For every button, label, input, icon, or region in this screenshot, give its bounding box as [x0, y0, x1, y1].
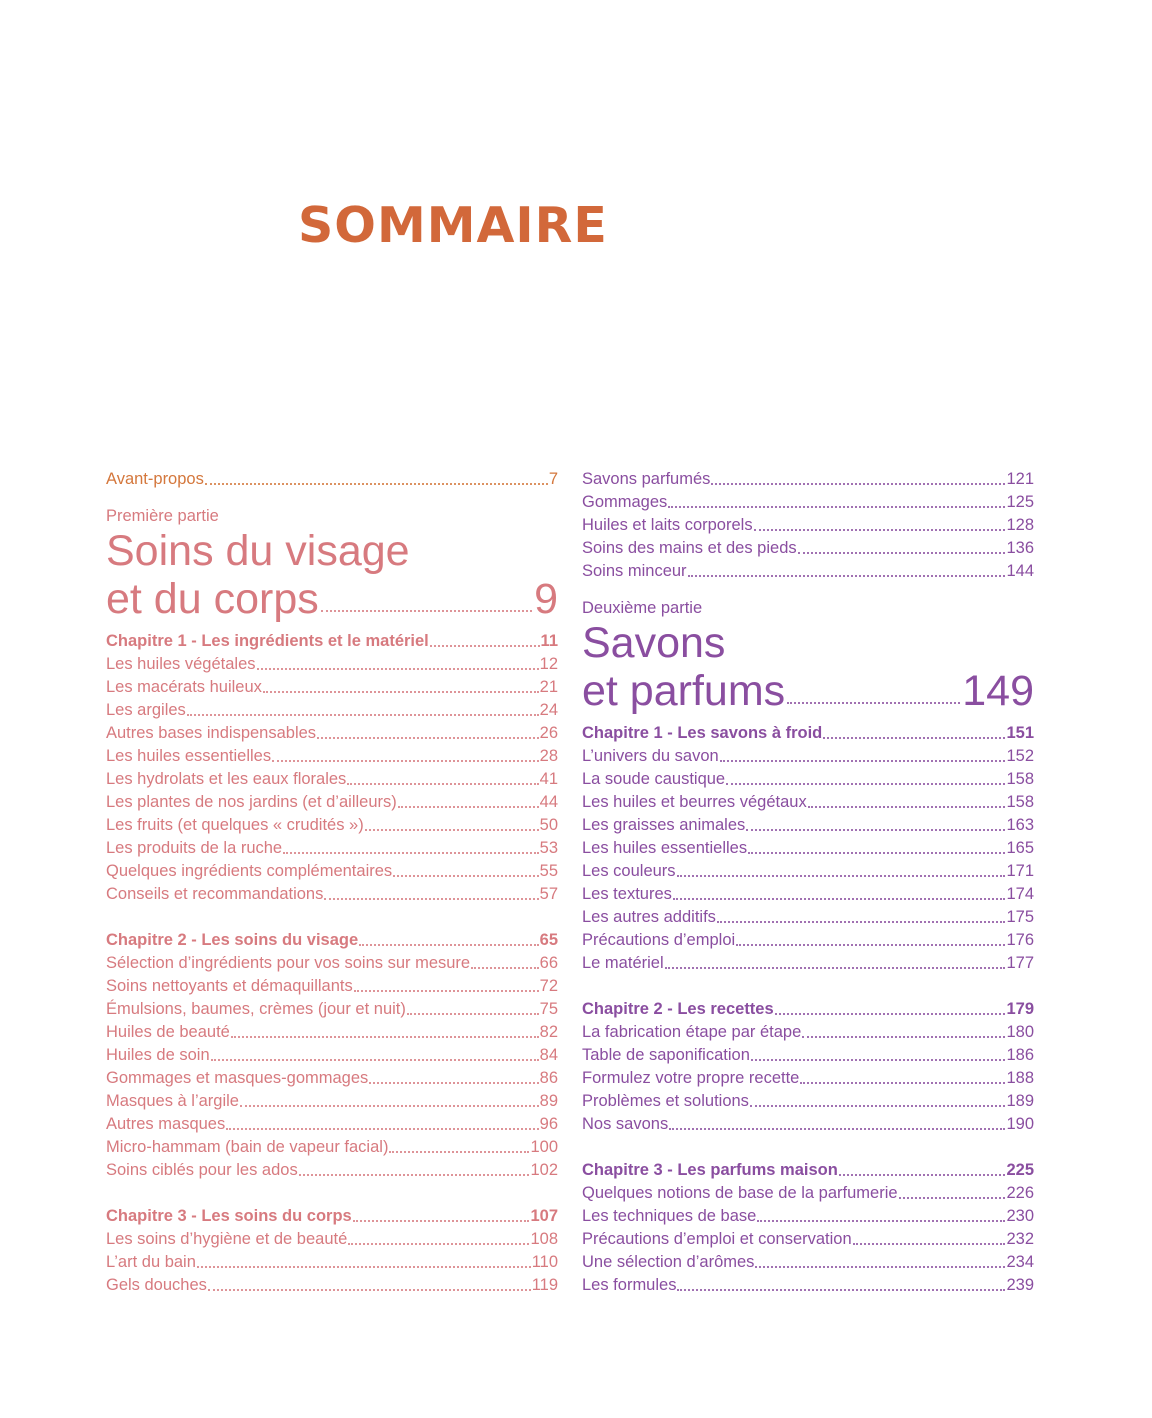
chapter-heading[interactable]: [106, 1205, 558, 1228]
entry-label: Chapitre 2 - Les soins du visage: [106, 931, 359, 949]
toc-entry[interactable]: [106, 1067, 558, 1090]
entry-label: Les huiles essentielles: [582, 839, 748, 857]
entry-label: L’univers du savon: [582, 747, 719, 765]
entry-label: Chapitre 3 - Les parfums maison: [582, 1161, 838, 1179]
leader-dots: [389, 1141, 529, 1153]
entry-label: Table de saponification: [582, 1046, 750, 1064]
leader-dots: [324, 888, 538, 900]
toc-entry[interactable]: [106, 952, 558, 975]
entry-label: Les hydrolats et les eaux florales: [106, 770, 347, 788]
entry-label: Les argiles: [106, 701, 186, 719]
entry-label: Les soins d’hygiène et de beauté: [106, 1230, 348, 1248]
entry-page: 175: [1006, 908, 1034, 926]
entry-label: Les plantes de nos jardins (et d’ailleurs): [106, 793, 397, 811]
entry-page: 82: [539, 1023, 558, 1041]
entry-label: Chapitre 3 - Les soins du corps: [106, 1207, 352, 1225]
chapter-gap: [582, 975, 1034, 998]
toc-entry[interactable]: [106, 1251, 558, 1274]
part-title[interactable]: [582, 620, 1034, 714]
entry-page: 107: [530, 1207, 558, 1225]
leader-dots: [365, 819, 539, 831]
toc-entry[interactable]: [582, 768, 1034, 791]
toc-entry[interactable]: [106, 975, 558, 998]
entry-page: 125: [1006, 493, 1034, 511]
entry-page: 28: [539, 747, 558, 765]
entry-label: Chapitre 2 - Les recettes: [582, 1000, 774, 1018]
toc-entry[interactable]: [582, 929, 1034, 952]
entry-label: La fabrication étape par étape: [582, 1023, 802, 1041]
entry-label: Quelques notions de base de la parfumerie: [582, 1184, 898, 1202]
leader-dots: [726, 773, 1005, 785]
entry-label: Chapitre 1 - Les ingrédients et le matériel: [106, 632, 429, 650]
leader-dots: [750, 1095, 1006, 1107]
leader-dots: [688, 565, 1006, 577]
entry-label: L’art du bain: [106, 1253, 196, 1271]
leader-dots: [299, 1164, 530, 1176]
entry-page: 41: [539, 770, 558, 788]
entry-label: Conseils et recommandations: [106, 885, 324, 903]
toc-column-right: [582, 468, 1034, 1297]
toc-entry[interactable]: [106, 1274, 558, 1297]
toc-entry[interactable]: [582, 1205, 1034, 1228]
chapter-list: [582, 722, 1034, 1297]
entry-label: Précautions d’emploi et conservation: [582, 1230, 852, 1248]
part-label: Deuxième partie: [582, 599, 703, 617]
entry-page: 144: [1006, 562, 1034, 580]
toc-entry[interactable]: [106, 768, 558, 791]
leader-dots: [205, 473, 548, 485]
leader-dots: [755, 1256, 1005, 1268]
toc-entry[interactable]: [582, 952, 1034, 975]
entry-label: Gommages: [582, 493, 668, 511]
entry-page: 96: [539, 1115, 558, 1133]
leader-dots: [677, 1279, 1005, 1291]
toc-entry[interactable]: [106, 1113, 558, 1136]
entry-page: 239: [1006, 1276, 1034, 1294]
leader-dots: [369, 1072, 538, 1084]
leader-dots: [283, 842, 539, 854]
leader-dots: [717, 911, 1006, 923]
leader-dots: [757, 1210, 1005, 1222]
toc-entry[interactable]: [582, 837, 1034, 860]
toc-entry[interactable]: [106, 883, 558, 906]
entry-page: 180: [1006, 1023, 1034, 1041]
leader-dots: [808, 796, 1006, 808]
entry-label: Soins ciblés pour les ados: [106, 1161, 298, 1179]
chapter-heading[interactable]: [582, 998, 1034, 1021]
entry-page: 89: [539, 1092, 558, 1110]
entry-label: Autres masques: [106, 1115, 226, 1133]
entry-label: Nos savons: [582, 1115, 669, 1133]
toc-entry[interactable]: [582, 1113, 1034, 1136]
entry-page: 100: [530, 1138, 558, 1156]
entry-page: 136: [1006, 539, 1034, 557]
entry-page: 12: [539, 655, 558, 673]
chapter-gap: [106, 906, 558, 929]
toc-entry[interactable]: [582, 1090, 1034, 1113]
entry-label: Micro-hammam (bain de vapeur facial): [106, 1138, 389, 1156]
entry-label: Les couleurs: [582, 862, 676, 880]
leader-dots: [787, 692, 960, 704]
toc-entry[interactable]: [582, 491, 1034, 514]
chapter-heading[interactable]: [106, 630, 558, 653]
entry-label: Gommages et masques-gommages: [106, 1069, 369, 1087]
page-title: SOMMAIRE: [298, 197, 608, 254]
toc-entry-avant-propos[interactable]: [106, 468, 558, 491]
entry-page: 75: [539, 1000, 558, 1018]
entry-label: Le matériel: [582, 954, 664, 972]
leader-dots: [775, 1003, 1006, 1015]
chapter-gap: [106, 1182, 558, 1205]
entry-label: Les autres additifs: [582, 908, 716, 926]
leader-dots: [471, 957, 539, 969]
entry-page: 55: [539, 862, 558, 880]
toc-entry[interactable]: [582, 468, 1034, 491]
leader-dots: [430, 635, 540, 647]
toc-entry[interactable]: [106, 998, 558, 1021]
entry-label: Huiles de beauté: [106, 1023, 230, 1041]
entry-page: 24: [539, 701, 558, 719]
entry-page: 121: [1006, 470, 1034, 488]
leader-dots: [407, 1003, 539, 1015]
toc-entry[interactable]: [582, 537, 1034, 560]
entry-page: 44: [539, 793, 558, 811]
entry-page: 226: [1006, 1184, 1034, 1202]
entry-label: Les huiles végétales: [106, 655, 256, 673]
leader-dots: [317, 727, 539, 739]
entry-label: Émulsions, baumes, crèmes (jour et nuit): [106, 1000, 406, 1018]
leader-dots: [226, 1118, 538, 1130]
leader-dots: [754, 519, 1006, 531]
toc-entry[interactable]: [106, 1044, 558, 1067]
leader-dots: [800, 1072, 1005, 1084]
chapter-gap: [582, 1136, 1034, 1159]
toc-entry[interactable]: [582, 1044, 1034, 1067]
entry-page: 190: [1006, 1115, 1034, 1133]
leader-dots: [668, 496, 1005, 508]
entry-page: 66: [539, 954, 558, 972]
entry-page: 225: [1006, 1161, 1034, 1179]
toc-entry[interactable]: [106, 1090, 558, 1113]
entry-page: 152: [1006, 747, 1034, 765]
toc-entry[interactable]: [106, 1136, 558, 1159]
entry-page: 110: [531, 1253, 558, 1271]
entry-label: Soins nettoyants et démaquillants: [106, 977, 353, 995]
toc-entry[interactable]: [106, 791, 558, 814]
entry-label: Les textures: [582, 885, 672, 903]
toc-entry[interactable]: [106, 722, 558, 745]
toc-entry[interactable]: [582, 1021, 1034, 1044]
entry-label: Huiles et laits corporels: [582, 516, 753, 534]
leader-dots: [746, 819, 1005, 831]
leader-dots: [398, 796, 539, 808]
entry-label: La soude caustique: [582, 770, 726, 788]
leader-dots: [353, 1210, 530, 1222]
toc-entry[interactable]: [582, 906, 1034, 929]
entry-label: Formulez votre propre recette: [582, 1069, 800, 1087]
entry-page: 57: [539, 885, 558, 903]
entry-page: 50: [539, 816, 558, 834]
entry-page: 177: [1006, 954, 1034, 972]
entry-page: 232: [1006, 1230, 1034, 1248]
chapter-heading[interactable]: [582, 722, 1034, 745]
entry-page: 189: [1006, 1092, 1034, 1110]
part-title-line1: Soins du visage: [106, 527, 410, 575]
leader-dots: [272, 750, 539, 762]
entry-page: 128: [1006, 516, 1034, 534]
leader-dots: [321, 600, 532, 612]
entry-page: 53: [539, 839, 558, 857]
entry-label: Sélection d’ingrédients pour vos soins sur mesure: [106, 954, 471, 972]
part-title-line1: Savons: [582, 619, 726, 667]
entry-page: 119: [531, 1276, 558, 1294]
chapter-heading[interactable]: [582, 1159, 1034, 1182]
part-title-line2: et du corps: [106, 575, 319, 623]
toc-entry[interactable]: [106, 1021, 558, 1044]
entry-label: Quelques ingrédients complémentaires: [106, 862, 393, 880]
leader-dots: [823, 727, 1005, 739]
part-title-line2: et parfums: [582, 667, 786, 715]
entry-page: 21: [539, 678, 558, 696]
leader-dots: [187, 704, 539, 716]
leader-dots: [751, 1049, 1006, 1061]
entry-label: Les macérats huileux: [106, 678, 262, 696]
toc-entry[interactable]: [582, 1251, 1034, 1274]
leader-dots: [211, 1049, 539, 1061]
leader-dots: [677, 865, 1006, 877]
toc-entry[interactable]: [582, 791, 1034, 814]
toc-entry[interactable]: [582, 883, 1034, 906]
entry-page: 188: [1006, 1069, 1034, 1087]
toc-entry[interactable]: [582, 860, 1034, 883]
part-page: 9: [534, 575, 558, 623]
leader-dots: [748, 842, 1005, 854]
entry-page: 26: [539, 724, 558, 742]
entry-page: 72: [539, 977, 558, 995]
entry-page: 108: [530, 1230, 558, 1248]
entry-label: Masques à l’argile: [106, 1092, 239, 1110]
leader-dots: [208, 1279, 531, 1291]
leader-dots: [711, 473, 1005, 485]
entry-label: Précautions d’emploi: [582, 931, 736, 949]
entry-label: Les fruits (et quelques « crudités »): [106, 816, 364, 834]
entry-label: Soins des mains et des pieds: [582, 539, 797, 557]
leader-dots: [263, 681, 539, 693]
entry-page: 174: [1006, 885, 1034, 903]
entry-page: 7: [548, 470, 558, 488]
leader-dots: [802, 1026, 1005, 1038]
leader-dots: [354, 980, 539, 992]
toc-entry[interactable]: [582, 1228, 1034, 1251]
leader-dots: [359, 934, 538, 946]
entry-label: Avant-propos: [106, 470, 204, 488]
chapter-list: [106, 630, 558, 1297]
leader-dots: [257, 658, 539, 670]
entry-page: 102: [530, 1161, 558, 1179]
leader-dots: [736, 934, 1005, 946]
toc-entry[interactable]: [106, 860, 558, 883]
entry-label: Soins minceur: [582, 562, 687, 580]
leader-dots: [899, 1187, 1006, 1199]
part-label: Première partie: [106, 507, 219, 525]
entry-label: Problèmes et solutions: [582, 1092, 749, 1110]
toc-entry[interactable]: [582, 1067, 1034, 1090]
entry-label: Les formules: [582, 1276, 677, 1294]
leader-dots: [669, 1118, 1005, 1130]
leader-dots: [231, 1026, 539, 1038]
leader-dots: [853, 1233, 1006, 1245]
entry-page: 171: [1006, 862, 1034, 880]
toc-entry[interactable]: [582, 745, 1034, 768]
leader-dots: [665, 957, 1006, 969]
entry-page: 158: [1006, 793, 1034, 811]
toc-entry[interactable]: [106, 1228, 558, 1251]
toc-entry[interactable]: [582, 1274, 1034, 1297]
entry-page: 158: [1006, 770, 1034, 788]
entry-label: Les huiles et beurres végétaux: [582, 793, 807, 811]
entry-label: Gels douches: [106, 1276, 207, 1294]
toc-entry[interactable]: [106, 699, 558, 722]
toc-entry[interactable]: [582, 560, 1034, 583]
chapter-heading[interactable]: [106, 929, 558, 952]
entry-page: 151: [1006, 724, 1034, 742]
leader-dots: [197, 1256, 531, 1268]
toc-entry[interactable]: [106, 745, 558, 768]
toc-entry[interactable]: [582, 814, 1034, 837]
leader-dots: [347, 773, 538, 785]
toc-entry[interactable]: [582, 1182, 1034, 1205]
toc-entry[interactable]: [106, 837, 558, 860]
entry-label: Huiles de soin: [106, 1046, 210, 1064]
continued-entries: [582, 468, 1034, 583]
entry-label: Autres bases indispensables: [106, 724, 317, 742]
toc-entry[interactable]: [106, 814, 558, 837]
entry-page: 176: [1006, 931, 1034, 949]
leader-dots: [240, 1095, 539, 1107]
entry-page: 230: [1006, 1207, 1034, 1225]
leader-dots: [798, 542, 1006, 554]
leader-dots: [673, 888, 1006, 900]
entry-label: Les huiles essentielles: [106, 747, 272, 765]
entry-page: 65: [539, 931, 558, 949]
entry-page: 86: [539, 1069, 558, 1087]
toc-entry[interactable]: [106, 676, 558, 699]
toc-entry[interactable]: [106, 1159, 558, 1182]
entry-page: 186: [1006, 1046, 1034, 1064]
toc-column-left: [106, 468, 558, 1297]
entry-label: Les graisses animales: [582, 816, 746, 834]
leader-dots: [348, 1233, 529, 1245]
part-page: 149: [962, 667, 1034, 715]
leader-dots: [393, 865, 538, 877]
leader-dots: [839, 1164, 1006, 1176]
leader-dots: [720, 750, 1006, 762]
entry-label: Les produits de la ruche: [106, 839, 283, 857]
entry-label: Chapitre 1 - Les savons à froid: [582, 724, 823, 742]
entry-label: Savons parfumés: [582, 470, 711, 488]
toc-entry[interactable]: [106, 653, 558, 676]
entry-page: 165: [1006, 839, 1034, 857]
entry-page: 234: [1006, 1253, 1034, 1271]
part-title[interactable]: [106, 528, 558, 622]
entry-page: 179: [1006, 1000, 1034, 1018]
entry-page: 163: [1006, 816, 1034, 834]
entry-page: 11: [540, 632, 558, 650]
entry-label: Les techniques de base: [582, 1207, 757, 1225]
entry-label: Une sélection d’arômes: [582, 1253, 755, 1271]
entry-page: 84: [539, 1046, 558, 1064]
toc-entry[interactable]: [582, 514, 1034, 537]
